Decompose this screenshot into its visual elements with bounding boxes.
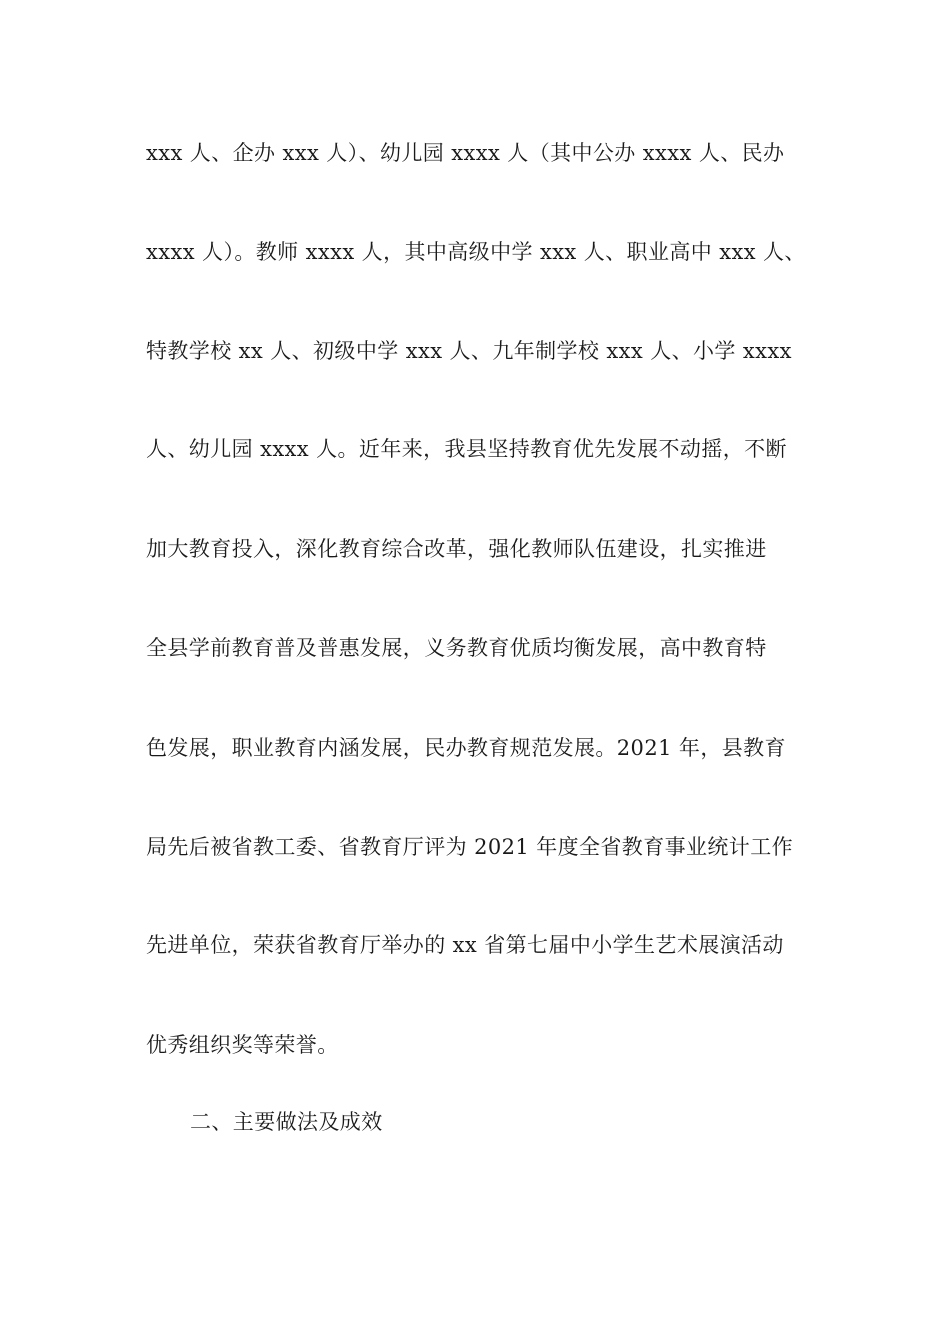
paragraph-line-6: 全县学前教育普及普惠发展，义务教育优质均衡发展，高中教育特 <box>146 636 767 660</box>
paragraph-line-2: xxxx 人）。教师 xxxx 人，其中高级中学 xxx 人、职业高中 xxx 人、 <box>146 240 806 264</box>
paragraph-line-4: 人、幼儿园 xxxx 人。近年来，我县坚持教育优先发展不动摇，不断 <box>146 437 787 461</box>
paragraph-line-10: 优秀组织奖等荣誉。 <box>146 1033 339 1057</box>
paragraph-line-8: 局先后被省教工委、省教育厅评为 2021 年度全省教育事业统计工作 <box>146 835 793 859</box>
paragraph-line-5: 加大教育投入，深化教育综合改革，强化教师队伍建设，扎实推进 <box>146 537 767 561</box>
paragraph-line-1: xxx 人、企办 xxx 人）、幼儿园 xxxx 人（其中公办 xxxx 人、民办 <box>146 141 785 165</box>
paragraph-line-7: 色发展，职业教育内涵发展，民办教育规范发展。2021 年，县教育 <box>146 736 786 760</box>
paragraph-line-9: 先进单位，荣获省教育厅举办的 xx 省第七届中小学生艺术展演活动 <box>146 933 784 957</box>
paragraph-line-3: 特教学校 xx 人、初级中学 xxx 人、九年制学校 xxx 人、小学 xxxx <box>146 339 792 363</box>
section-heading: 二、主要做法及成效 <box>190 1110 383 1134</box>
